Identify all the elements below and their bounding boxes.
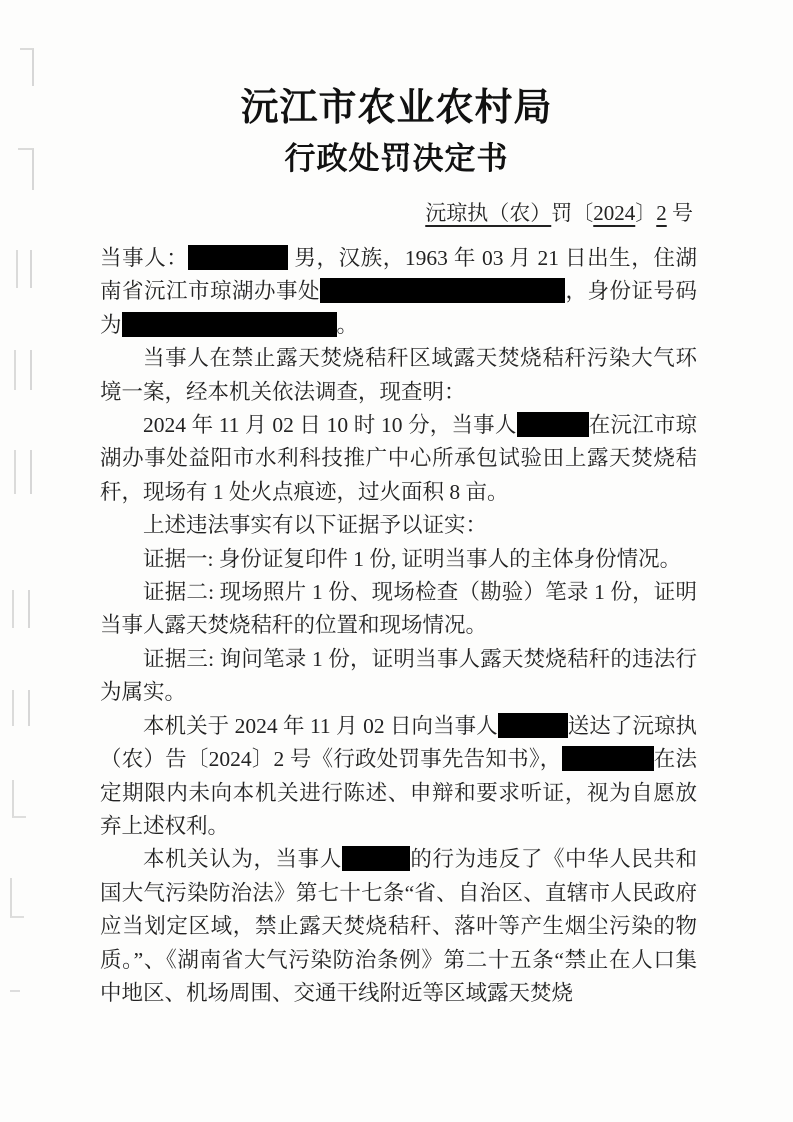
text-run: 男，汉族，1963 年 03 月 21 日出生，住湖南省沅江市琼湖办事处	[100, 246, 697, 304]
text-run: 2024 年 11 月 02 日 10 时 10 分，当事人	[143, 413, 517, 438]
doc-number-segment: 号	[666, 201, 693, 225]
paragraph	[100, 843, 697, 1010]
text-run: 的行为违反了《中华人民共和国大气污染防治法》第七十七条“省、自治区、直辖市人民政府应当划定区域，禁止露天焚烧秸秆、落叶等产生烟尘污染的物质。”、《湖南省大气污染防治条例》第二十五条“禁止在人口集中地区、机场周围、交通干线附近等区域露天焚烧	[100, 847, 697, 1005]
redaction-bar	[562, 746, 654, 771]
text-run: ，身份证号码为	[100, 279, 697, 337]
paragraph	[100, 710, 697, 844]
doc-number-segment: 沅琼执（农）	[425, 201, 552, 225]
text-run: 在法定期限内未向本机关进行陈述、申辩和要求听证，视为自愿放弃上述权利。	[100, 747, 697, 838]
doc-number-segment: 罚〔	[551, 201, 594, 225]
redaction-bar	[320, 278, 565, 303]
paragraph	[100, 342, 697, 409]
text-run: 证据二: 现场照片 1 份、现场检查（勘验）笔录 1 份，证明当事人露天焚烧秸秆的位置和现场情况。	[100, 580, 697, 638]
redaction-bar	[122, 312, 337, 337]
text-run: 证据一: 身份证复印件 1 份, 证明当事人的主体身份情况。	[143, 546, 682, 571]
scan-artifact	[14, 350, 32, 390]
text-run: 当事人：	[100, 246, 189, 270]
text-run: 送达了沅琼执（农）告〔2024〕2 号《行政处罚事先告知书》，	[100, 713, 697, 772]
text-run: 。	[336, 312, 359, 337]
paragraph	[100, 509, 697, 542]
document-body	[100, 242, 697, 1010]
document-subtitle: 行政处罚决定书	[284, 141, 509, 176]
scan-artifact	[16, 250, 32, 288]
paragraph	[100, 409, 697, 509]
text-run: 本机关认为，当事人	[143, 847, 342, 872]
redaction-bar	[188, 245, 288, 270]
doc-number-segment: 2024	[593, 201, 636, 225]
scan-artifact	[10, 878, 24, 918]
scan-artifact	[20, 48, 34, 86]
paragraph	[100, 242, 697, 342]
text-run: 上述违法事实有以下证据予以证实：	[143, 513, 488, 538]
text-run: 在沅江市琼湖办事处益阳市水利科技推广中心所承包试验田上露天焚烧秸秆，现场有 1 处火点痕迹，过火面积 8 亩。	[100, 413, 697, 504]
scan-artifact	[12, 780, 26, 818]
redaction-bar	[517, 412, 589, 437]
paragraph	[100, 643, 697, 710]
scan-artifact	[12, 690, 30, 726]
doc-number-segment: 〕	[635, 201, 657, 225]
text-run: 证据三: 询问笔录 1 份，证明当事人露天焚烧秸秆的违法行为属实。	[100, 646, 697, 705]
text-run: 当事人在禁止露天焚烧秸秆区域露天焚烧秸秆污染大气环境一案，经本机关依法调查，现查明：	[100, 346, 697, 404]
scan-artifact	[18, 148, 34, 190]
redaction-bar	[498, 713, 568, 738]
scan-artifact	[12, 590, 30, 628]
doc-number-segment: 2	[656, 201, 667, 225]
paragraph	[100, 543, 697, 576]
text-run: 本机关于 2024 年 11 月 02 日向当事人	[143, 713, 498, 738]
scan-artifact	[10, 990, 20, 996]
document-title: 沅江市农业农村局	[240, 87, 553, 129]
redaction-bar	[342, 846, 410, 871]
scan-artifact	[14, 450, 32, 494]
document-number	[0, 198, 693, 228]
paragraph	[100, 576, 697, 643]
